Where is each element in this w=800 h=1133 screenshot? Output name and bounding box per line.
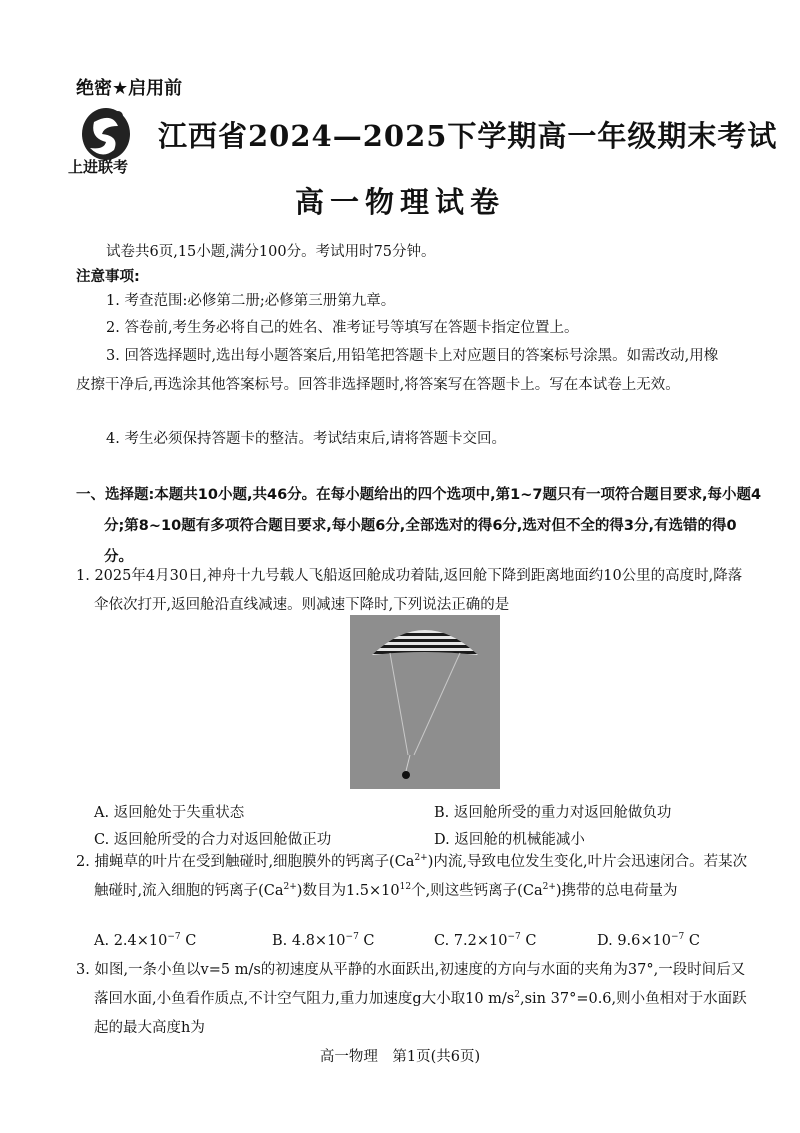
paper-title: 高一物理试卷 (294, 185, 505, 219)
question-1-option-a: A. 返回舱处于失重状态 (94, 805, 245, 821)
question-2-stem: 2. 捕蝇草的叶片在受到触碰时,细胞膜外的钙离子$(Ca^{2+})$内流,导致电位发生变化,叶片会迅速闭合。若某次触碰时,流入细胞的钙离子$(Ca^{2+})$数目为$1.5\times 10^{12}$个,则这些钙离子$(Ca^{2+})$携带的总电荷量为 (76, 853, 748, 899)
question-1-option-c: C. 返回舱所受的合力对返回舱做正功 (94, 832, 332, 848)
parachute-photo (350, 615, 500, 789)
exam-title: 江西省2024—2025下学期高一年级期末考试 (158, 119, 778, 153)
question-2-option-a: A. $2.4\times 10^{-7}$ C (94, 932, 197, 949)
note-item: 4. 考生必须保持答题卡的整洁。考试结束后,请将答题卡交回。 (106, 431, 507, 447)
page-footer: 高一物理 第1页(共6页) (319, 1049, 481, 1065)
parachute-icon (350, 615, 500, 789)
question-2-option-b: B. $4.8\times 10^{-7}$ C (272, 932, 375, 949)
question-1-option-b: B. 返回舱所受的重力对返回舱做负功 (434, 805, 672, 821)
question-2-option-d: D. $9.6\times 10^{-7}$ C (597, 932, 700, 949)
question-1-stem: 1. 2025年4月30日,神舟十九号载人飞船返回舱成功着陆,返回舱下降到距离地面约10公里的高度时,降落伞依次打开,返回舱沿直线减速。则减速下降时,下列说法正确的是 (76, 568, 743, 613)
note-item: 3. 回答选择题时,选出每小题答案后,用铅笔把答题卡上对应题目的答案标号涂黑。如需改动,用橡皮擦干净后,再选涂其他答案标号。回答非选择题时,将答案写在答题卡上。写在本试卷上无效。 (76, 348, 719, 393)
question-1-option-d: D. 返回舱的机械能减小 (434, 832, 585, 848)
confidential-label: 绝密★启用前 (76, 78, 183, 99)
question-2-option-c: C. $7.2\times 10^{-7}$ C (434, 932, 537, 949)
question-3-stem: 3. 如图,一条小鱼以v=5 m/s的初速度从平静的水面跃出,初速度的方向与水面的夹角为37°,一段时间后又落回水面,小鱼看作质点,不计空气阻力,重力加速度g大小取10 $m/s^2,\sin$ 37°=0.6,则小鱼相对于水面跃起的最大高度h为 (76, 962, 747, 1036)
section-heading: 一、选择题:本题共10小题,共46分。在每小题给出的四个选项中,第1~7题只有一项符合题目要求,每小题4分;第8~10题有多项符合题目要求,每小题6分,全部选对的得6分,选对但不全的得3分,有选错的得0分。 (76, 487, 762, 565)
exam-intro: 试卷共6页,15小题,满分100分。考试用时75分钟。 (106, 244, 436, 260)
logo-text: 上进联考 (68, 158, 129, 176)
notes-heading: 注意事项: (76, 269, 140, 285)
note-item: 2. 答卷前,考生务必将自己的姓名、准考证号等填写在答题卡指定位置上。 (106, 320, 579, 336)
note-item: 1. 考查范围:必修第二册;必修第三册第九章。 (106, 293, 396, 309)
